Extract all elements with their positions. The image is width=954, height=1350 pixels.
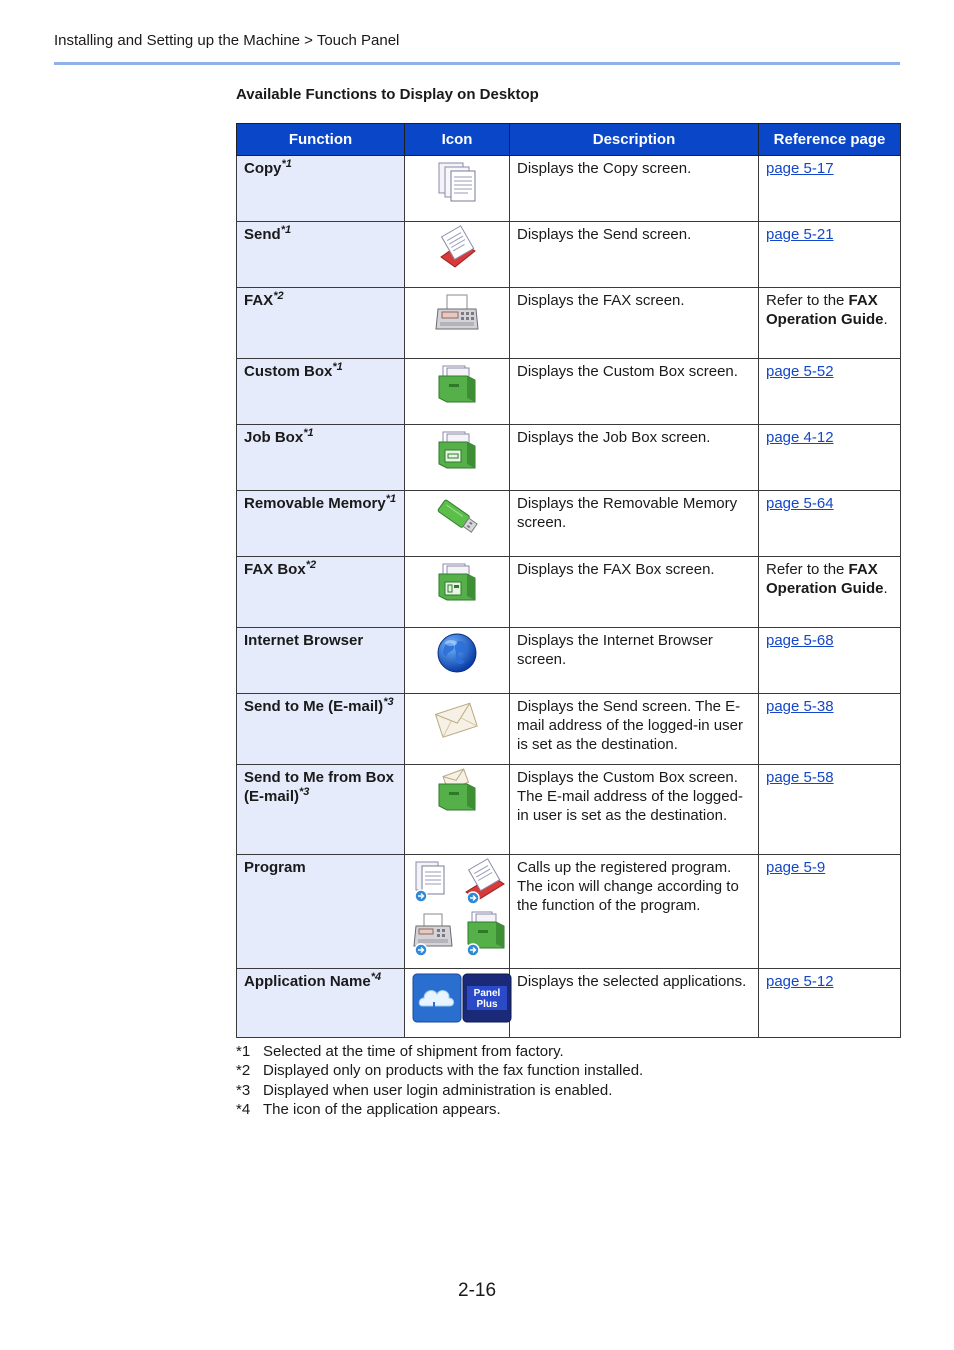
svg-text:Plus: Plus <box>476 999 498 1010</box>
footnote-ref: *4 <box>370 971 382 983</box>
header-rule <box>54 62 900 65</box>
description-cell: Displays the Internet Browser screen. <box>510 628 759 694</box>
application-icons <box>412 972 512 1024</box>
reference-cell <box>759 628 901 694</box>
icon-cell <box>405 491 510 557</box>
reference-suffix: . <box>883 311 888 328</box>
reference-cell <box>759 491 901 557</box>
program-fax-icon <box>414 914 452 956</box>
reference-cell <box>759 969 901 1038</box>
function-name: FAX <box>244 292 274 309</box>
reference-guide-name: FAX Operation Guide <box>766 561 884 597</box>
icon-cell <box>405 288 510 359</box>
function-cell <box>237 359 405 425</box>
header-icon: Icon <box>405 124 510 156</box>
reference-cell <box>759 765 901 855</box>
fax-box-icon <box>435 560 479 604</box>
program-copy-icon <box>415 862 444 902</box>
table-header-row <box>237 124 901 156</box>
reference-link[interactable]: page 5-38 <box>766 698 834 715</box>
footnote-ref: *3 <box>383 696 394 708</box>
reference-text: Refer to the <box>766 561 849 578</box>
icon-cell <box>405 557 510 628</box>
function-name: Job Box <box>244 429 304 446</box>
reference-link[interactable]: page 5-68 <box>766 632 834 649</box>
footnote-number: *4 <box>236 1101 251 1119</box>
custom-box-icon <box>435 362 479 406</box>
svg-text:Panel: Panel <box>473 988 501 999</box>
reference-link[interactable]: page 4-12 <box>766 429 834 446</box>
reference-link[interactable]: page 5-58 <box>766 769 834 786</box>
function-cell <box>237 765 405 855</box>
page-number: 2-16 <box>458 1280 497 1301</box>
icon-cell <box>405 156 510 222</box>
section-title: Available Functions to Display on Desktop <box>236 86 539 103</box>
header-reference: Reference page <box>759 124 901 156</box>
reference-cell <box>759 359 901 425</box>
reference-cell <box>759 694 901 765</box>
icon-cell <box>405 628 510 694</box>
reference-cell <box>759 222 901 288</box>
footnote-ref: *1 <box>332 361 343 373</box>
table-row <box>237 359 901 425</box>
function-cell <box>237 156 405 222</box>
reference-suffix: . <box>883 580 888 597</box>
description-cell: Displays the Custom Box screen. <box>510 359 759 425</box>
description-cell: Calls up the registered program. The icon will change according to the function of the program. <box>510 855 759 969</box>
function-name: Send to Me from Box (E-mail) <box>244 769 395 805</box>
description-cell: Displays the Send screen. <box>510 222 759 288</box>
description-cell: Displays the selected applications. <box>510 969 759 1038</box>
reference-link[interactable]: page 5-12 <box>766 973 834 990</box>
footnote-number: *1 <box>236 1043 251 1060</box>
footnote-text: Selected at the time of shipment from factory. <box>263 1043 564 1060</box>
table-row <box>237 557 901 628</box>
footnote-ref: *3 <box>299 786 310 798</box>
reference-text: Refer to the <box>766 292 849 309</box>
function-cell <box>237 557 405 628</box>
reference-cell <box>759 557 901 628</box>
header-description: Description <box>510 124 759 156</box>
reference-cell <box>759 156 901 222</box>
footnote-number: *3 <box>236 1081 251 1099</box>
reference-link[interactable]: page 5-52 <box>766 363 834 380</box>
envelope-icon <box>434 697 480 741</box>
footnote-number: *2 <box>236 1062 251 1080</box>
function-name: FAX Box <box>244 561 306 578</box>
icon-cell <box>405 969 510 1038</box>
footnote-text: Displayed only on products with the fax function installed. <box>263 1062 644 1080</box>
description-cell: Displays the FAX screen. <box>510 288 759 359</box>
description-cell: Displays the Removable Memory screen. <box>510 491 759 557</box>
table-row <box>237 694 901 765</box>
reference-cell <box>759 855 901 969</box>
cloud-app-icon <box>413 974 461 1022</box>
function-name: Send <box>244 226 281 243</box>
description-cell: Displays the Send screen. The E-mail address of the logged-in user is set as the destination. <box>510 694 759 765</box>
usb-memory-icon <box>434 494 480 538</box>
footnote-ref: *2 <box>273 290 284 302</box>
program-icons <box>412 858 510 960</box>
icon-cell <box>405 855 510 969</box>
program-send-icon <box>466 859 504 904</box>
footnotes <box>236 1042 643 1120</box>
footnote-ref: *2 <box>305 559 317 571</box>
job-box-icon <box>435 428 479 472</box>
function-name: Program <box>244 859 306 876</box>
reference-link[interactable]: page 5-21 <box>766 226 834 243</box>
icon-cell <box>405 694 510 765</box>
reference-guide-name: FAX Operation Guide <box>766 292 884 328</box>
icon-cell <box>405 222 510 288</box>
fax-icon <box>434 291 480 335</box>
function-name: Internet Browser <box>244 632 364 649</box>
function-cell <box>237 425 405 491</box>
icon-cell <box>405 765 510 855</box>
table-row <box>237 425 901 491</box>
breadcrumb: Installing and Setting up the Machine > Touch Panel <box>54 32 400 49</box>
description-cell: Displays the Copy screen. <box>510 156 759 222</box>
function-name: Copy <box>244 160 282 177</box>
function-cell <box>237 288 405 359</box>
program-box-icon <box>467 912 504 956</box>
footnote-ref: *1 <box>385 493 397 505</box>
description-cell: Displays the FAX Box screen. <box>510 557 759 628</box>
box-envelope-icon <box>435 768 479 814</box>
footnote-text: The icon of the application appears. <box>263 1101 501 1119</box>
function-name: Removable Memory <box>244 495 386 512</box>
send-icon <box>435 225 479 269</box>
header-function: Function <box>237 124 405 156</box>
table-row <box>237 855 901 969</box>
reference-cell <box>759 288 901 359</box>
functions-table <box>236 123 901 1038</box>
footnote-ref: *1 <box>303 427 314 439</box>
function-cell <box>237 969 405 1038</box>
footnote-text: Displayed when user login administration is enabled. <box>263 1081 613 1099</box>
table-row <box>237 288 901 359</box>
reference-link[interactable]: page 5-17 <box>766 160 834 177</box>
function-cell <box>237 694 405 765</box>
icon-cell <box>405 425 510 491</box>
footnote-item <box>236 1081 643 1100</box>
table-row <box>237 222 901 288</box>
table-row <box>237 628 901 694</box>
footnote-ref: *1 <box>280 224 292 236</box>
reference-link[interactable]: page 5-9 <box>766 859 826 876</box>
table-row <box>237 491 901 557</box>
function-name: Application Name <box>244 973 371 990</box>
globe-icon <box>435 631 479 675</box>
description-cell: Displays the Job Box screen. <box>510 425 759 491</box>
function-cell <box>237 222 405 288</box>
reference-link[interactable]: page 5-64 <box>766 495 834 512</box>
footnote-ref: *1 <box>281 158 292 170</box>
function-cell <box>237 855 405 969</box>
icon-cell <box>405 359 510 425</box>
table-row <box>237 969 901 1038</box>
function-name: Custom Box <box>244 363 333 380</box>
function-cell <box>237 491 405 557</box>
description-cell: Displays the Custom Box screen. The E-mail address of the logged-in user is set as the destination. <box>510 765 759 855</box>
function-name: Send to Me (E-mail) <box>244 698 384 715</box>
reference-cell <box>759 425 901 491</box>
footnote-item <box>236 1100 643 1119</box>
footnote-item <box>236 1042 643 1061</box>
table-row <box>237 156 901 222</box>
panel-plus-app-icon <box>463 974 511 1022</box>
copy-icon <box>435 159 479 203</box>
function-cell <box>237 628 405 694</box>
table-row <box>237 765 901 855</box>
footnote-item <box>236 1061 643 1080</box>
